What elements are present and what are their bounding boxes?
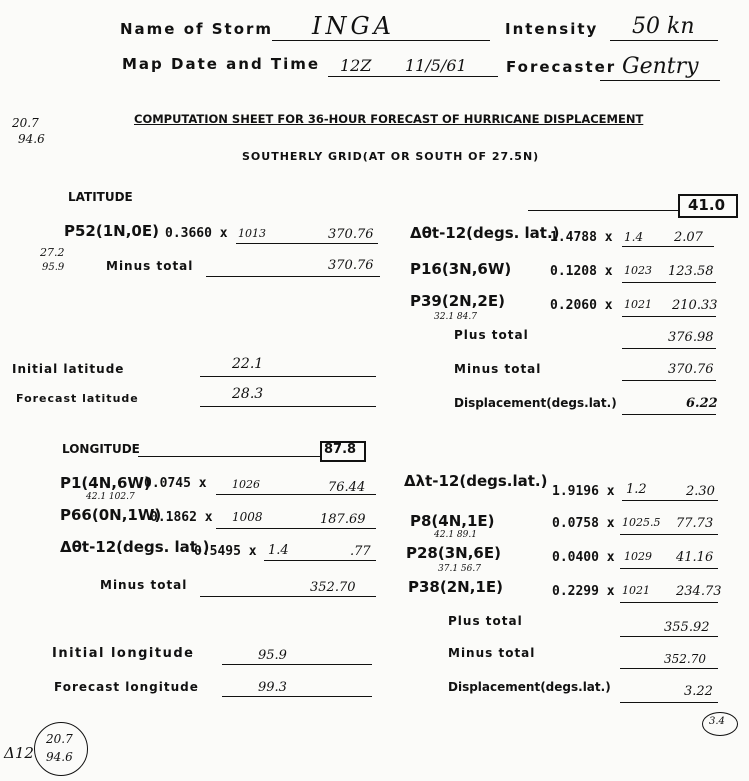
dlambda-label: Δλt-12(degs.lat.)	[404, 472, 548, 490]
p52-pressure: 1013	[238, 227, 266, 240]
lon-dtheta-line	[264, 560, 376, 561]
lon-minus2-label: Minus total	[448, 646, 536, 660]
p8-coefficient: 0.0758 x	[552, 516, 615, 531]
p16-line	[622, 282, 716, 283]
lat-dtheta-coefficient: 1.4788 x	[550, 230, 613, 245]
lon-minus-line	[200, 596, 376, 597]
initial-latitude-line	[200, 376, 376, 377]
initial-latitude-label: Initial latitude	[12, 362, 125, 376]
longitude-box-value: 87.8	[324, 442, 357, 457]
lat-dtheta-line	[622, 246, 714, 247]
forecast-latitude-label: Forecast latitude	[16, 392, 139, 405]
map-date-label: Map Date and Time	[122, 55, 321, 73]
margin-note-top-2: 94.6	[18, 132, 45, 146]
intensity-line	[610, 40, 718, 41]
p52-result: 370.76	[328, 227, 374, 242]
delta-12-label: Δ12	[4, 744, 34, 762]
p66-line	[216, 528, 376, 529]
lat-dtheta-result: 2.07	[674, 230, 703, 245]
p38-coefficient: 0.2299 x	[552, 584, 615, 599]
p39-note: 32.1 84.7	[434, 312, 477, 322]
longitude-heading: LONGITUDE	[62, 442, 140, 456]
sheet-subtitle: SOUTHERLY GRID(AT OR SOUTH OF 27.5N)	[242, 150, 540, 163]
p52-line	[236, 243, 378, 244]
forecast-longitude-label: Forecast longitude	[54, 680, 199, 694]
lat-displacement-label: Displacement(degs.lat.)	[454, 396, 617, 410]
lon-plus-line	[620, 636, 718, 637]
initial-latitude-value: 22.1	[232, 356, 264, 372]
lon-minus-value: 352.70	[310, 580, 356, 595]
p66-result: 187.69	[320, 512, 366, 527]
lon-displacement-label: Displacement(degs.lat.)	[448, 680, 611, 694]
lon-dtheta-label: Δθt-12(degs. lat.)	[60, 538, 210, 556]
p1-pressure: 1026	[232, 478, 260, 491]
lat-minus2-label: Minus total	[454, 362, 542, 376]
lat-plus-label: Plus total	[454, 328, 529, 342]
p16-pressure: 1023	[624, 264, 652, 277]
lon-minus-label: Minus total	[100, 578, 188, 592]
forecast-longitude-value: 99.3	[258, 680, 287, 695]
p1-note: 42.1 102.7	[86, 492, 135, 502]
forecaster-label: Forecaster	[506, 58, 617, 76]
lat-plus-line	[622, 348, 716, 349]
storm-name-line	[272, 40, 490, 41]
latitude-box-line	[528, 210, 678, 211]
lat-displacement-value: 6.22	[686, 396, 718, 411]
lat-note-2: 95.9	[42, 262, 65, 273]
lon-minus2-value: 352.70	[664, 652, 706, 666]
p28-line	[620, 568, 718, 569]
lon-displacement-line	[620, 702, 718, 703]
circled-note-left-2: 94.6	[46, 750, 73, 764]
p1-label: P1(4N,6W)	[60, 474, 151, 492]
forecaster-value: Gentry	[622, 54, 699, 79]
storm-name-value: INGA	[312, 12, 395, 40]
p38-pressure: 1021	[622, 584, 650, 597]
circled-note-left	[34, 722, 88, 776]
initial-longitude-label: Initial longitude	[52, 646, 195, 661]
p39-coefficient: 0.2060 x	[550, 298, 613, 313]
p66-label: P66(0N,1W)	[60, 506, 162, 524]
dlambda-input: 1.2	[626, 482, 647, 497]
p38-line	[620, 602, 718, 603]
p38-label: P38(2N,1E)	[408, 578, 503, 596]
lon-displacement-value: 3.22	[684, 684, 713, 699]
sheet-title: COMPUTATION SHEET FOR 36-HOUR FORECAST OF HURRICANE DISPLACEMENT	[134, 112, 644, 126]
dlambda-result: 2.30	[686, 484, 715, 499]
latitude-box-value: 41.0	[688, 196, 726, 214]
initial-longitude-line	[222, 664, 372, 665]
forecast-longitude-line	[222, 696, 372, 697]
lon-plus-label: Plus total	[448, 614, 523, 628]
p28-result: 41.16	[676, 550, 714, 565]
p16-coefficient: 0.1208 x	[550, 264, 613, 279]
lat-plus-value: 376.98	[668, 330, 714, 345]
intensity-label: Intensity	[505, 20, 599, 38]
lat-dtheta-input: 1.4	[624, 230, 644, 244]
p8-label: P8(4N,1E)	[410, 512, 495, 530]
longitude-box-line	[138, 456, 320, 457]
map-date-line	[328, 76, 498, 77]
forecast-latitude-value: 28.3	[232, 386, 264, 402]
p28-label: P28(3N,6E)	[406, 544, 501, 562]
dlambda-coefficient: 1.9196 x	[552, 484, 615, 499]
p8-pressure: 1025.5	[622, 516, 661, 529]
intensity-value: 50 kn	[632, 14, 695, 39]
map-date-value: 11/5/61	[405, 56, 467, 75]
lat-displacement-line	[622, 414, 716, 415]
lon-minus2-line	[620, 668, 718, 669]
p8-line	[620, 534, 718, 535]
lat-minus2-line	[622, 380, 716, 381]
p39-result: 210.33	[672, 298, 718, 313]
margin-note-top-1: 20.7	[12, 116, 39, 130]
p1-result: 76.44	[328, 480, 366, 495]
forecaster-line	[600, 80, 720, 81]
p1-coefficient: 0.0745 x	[144, 476, 207, 491]
lon-dtheta-coefficient: 0.5495 x	[194, 544, 257, 559]
lon-dtheta-result: .77	[350, 544, 371, 559]
p8-note: 42.1 89.1	[434, 530, 477, 540]
p28-note: 37.1 56.7	[438, 564, 481, 574]
p39-line	[622, 316, 716, 317]
map-time-value: 12Z	[340, 56, 372, 75]
p38-result: 234.73	[676, 584, 722, 599]
lat-minus-line	[206, 276, 380, 277]
p66-pressure: 1008	[232, 510, 263, 524]
p16-result: 123.58	[668, 264, 714, 279]
p16-label: P16(3N,6W)	[410, 260, 512, 278]
lat-minus-value: 370.76	[328, 258, 374, 273]
initial-longitude-value: 95.9	[258, 648, 287, 663]
lon-plus-value: 355.92	[664, 620, 710, 635]
lat-dtheta-label: Δθt-12(degs. lat.)	[410, 224, 560, 242]
p39-label: P39(2N,2E)	[410, 292, 505, 310]
p66-coefficient: 0.1862 x	[150, 510, 213, 525]
forecast-latitude-line	[200, 406, 376, 407]
p28-pressure: 1029	[624, 550, 652, 563]
p8-result: 77.73	[676, 516, 714, 531]
circled-note-left-1: 20.7	[46, 732, 73, 746]
dlambda-line	[622, 500, 718, 501]
lat-minus-label: Minus total	[106, 259, 194, 273]
storm-name-label: Name of Storm	[120, 20, 274, 38]
p52-label: P52(1N,0E)	[64, 222, 159, 240]
lat-minus2-value: 370.76	[668, 362, 714, 377]
latitude-heading: LATITUDE	[68, 190, 133, 204]
circled-note-right-value: 3.4	[709, 716, 725, 727]
lon-dtheta-input: 1.4	[268, 543, 289, 558]
p52-coefficient: 0.3660 x	[165, 226, 228, 241]
p28-coefficient: 0.0400 x	[552, 550, 615, 565]
lat-note-1: 27.2	[40, 246, 65, 259]
p1-line	[216, 494, 376, 495]
p39-pressure: 1021	[624, 298, 652, 311]
